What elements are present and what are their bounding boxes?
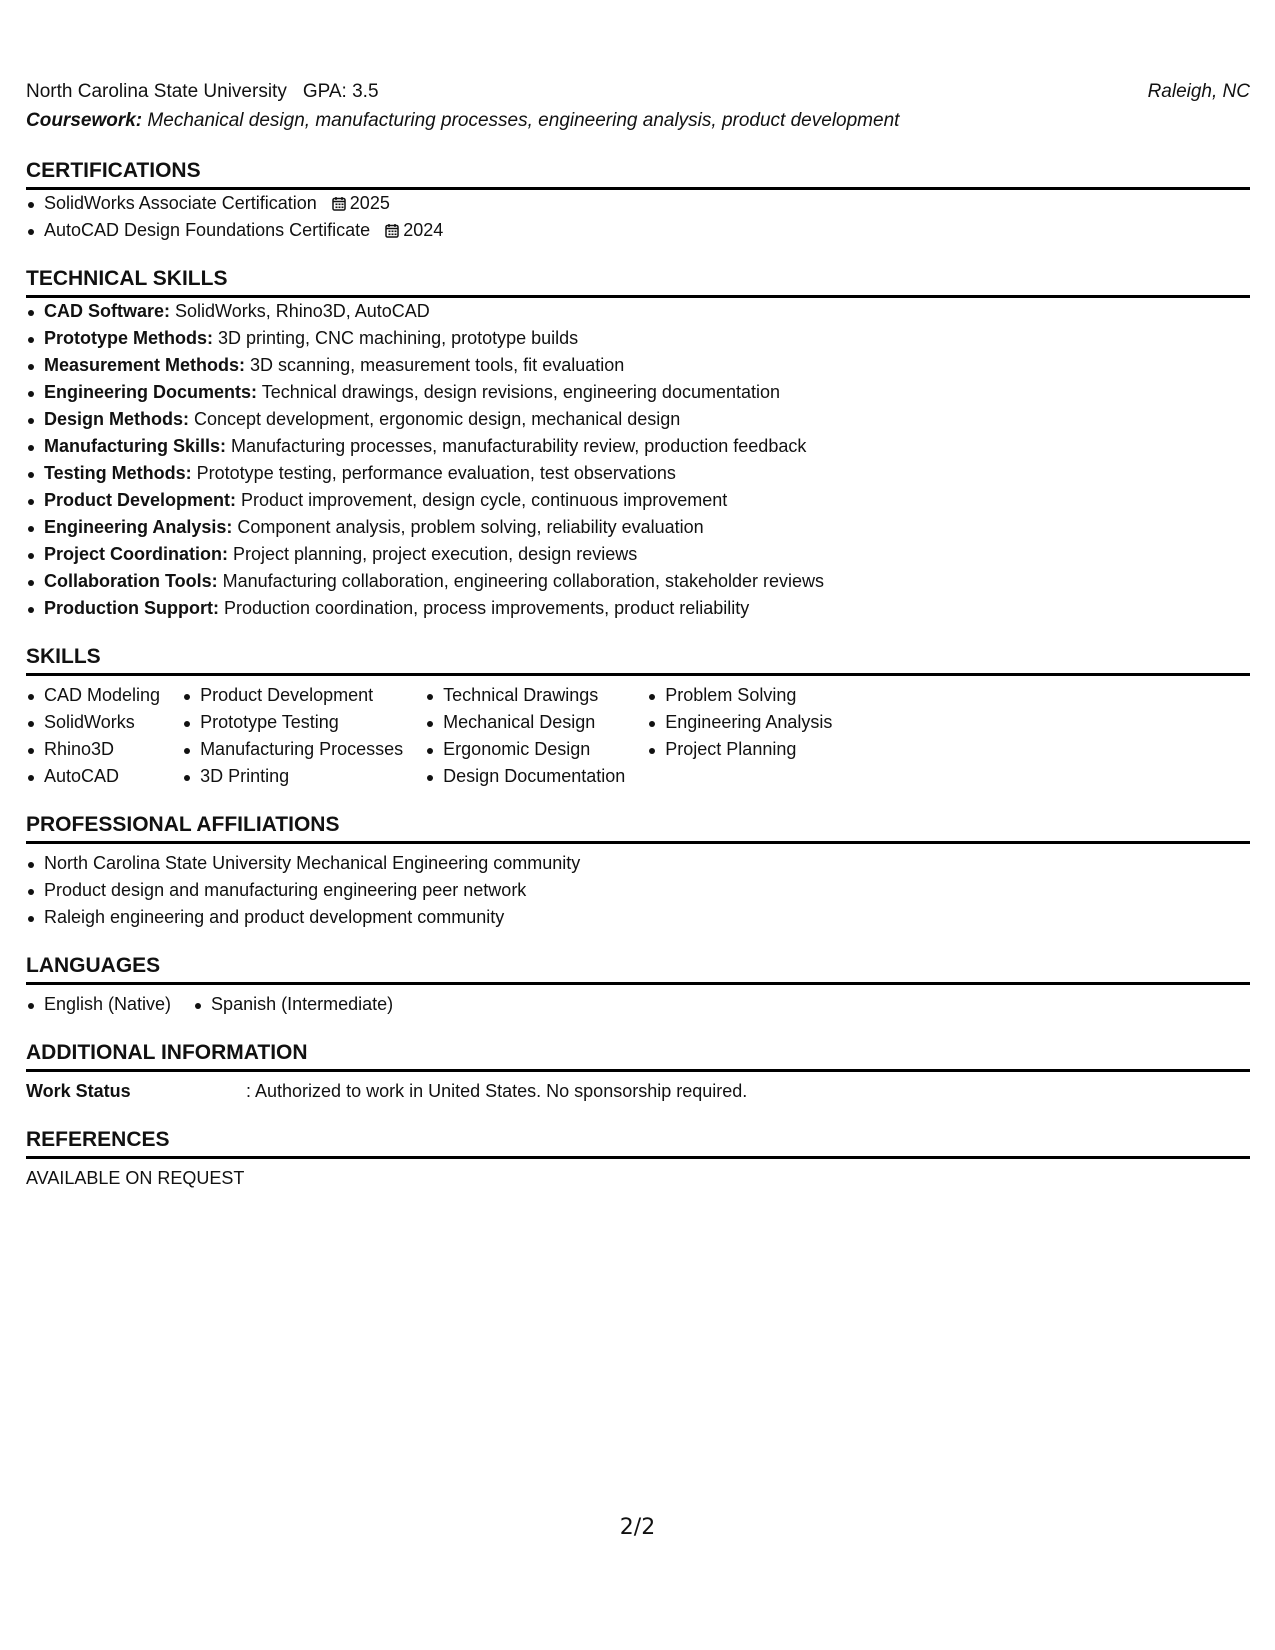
affiliations-list — [26, 850, 1250, 931]
coursework — [26, 106, 1250, 136]
skills-column — [425, 682, 625, 790]
technical-skill-label: Engineering Documents: — [44, 382, 258, 402]
certification-name: AutoCAD Design Foundations Certificate — [44, 220, 371, 240]
references-heading: REFERENCES — [26, 1127, 1250, 1159]
skill-item: 3D Printing — [182, 763, 403, 790]
technical-skill-item — [26, 352, 1250, 379]
technical-skill-value: Prototype testing, performance evaluation, test observations — [191, 463, 676, 483]
skills-column — [26, 682, 160, 790]
work-status-value: : Authorized to work in United States. No sponsorship required. — [246, 1081, 748, 1101]
skill-item: Project Planning — [647, 736, 832, 763]
skill-item: Rhino3D — [26, 736, 160, 763]
technical-skill-item — [26, 541, 1250, 568]
skill-item: Prototype Testing — [182, 709, 403, 736]
school-name: North Carolina State University — [26, 81, 287, 102]
technical-skill-label: Design Methods: — [44, 409, 190, 429]
technical-skill-value: Concept development, ergonomic design, mechanical design — [189, 409, 681, 429]
skill-item: Design Documentation — [425, 763, 625, 790]
skill-item: Mechanical Design — [425, 709, 625, 736]
technical-skill-item — [26, 433, 1250, 460]
skills-grid — [26, 682, 1250, 790]
technical-skill-value: Manufacturing processes, manufacturability review, production feedback — [226, 436, 807, 456]
coursework-text: Mechanical design, manufacturing processes, engineering analysis, product development — [142, 110, 900, 131]
certification-date — [385, 220, 443, 240]
languages-list — [26, 991, 415, 1018]
references-text: AVAILABLE ON REQUEST — [26, 1168, 245, 1188]
technical-skill-value: 3D scanning, measurement tools, fit evaluation — [245, 355, 625, 375]
gpa: GPA: 3.5 — [302, 81, 379, 102]
certification-date — [332, 193, 390, 213]
technical-skill-value: SolidWorks, Rhino3D, AutoCAD — [170, 301, 430, 321]
affiliations-heading: PROFESSIONAL AFFILIATIONS — [26, 812, 1250, 844]
certification-name: SolidWorks Associate Certification — [44, 193, 317, 213]
technical-skill-value: Technical drawings, design revisions, engineering documentation — [257, 382, 781, 402]
technical-skill-item — [26, 487, 1250, 514]
technical-skill-item — [26, 460, 1250, 487]
skills-column — [647, 682, 832, 790]
calendar-icon — [385, 223, 399, 238]
certification-year: 2025 — [349, 193, 390, 213]
technical-skill-value: Project planning, project execution, design reviews — [228, 544, 638, 564]
skill-item: Ergonomic Design — [425, 736, 625, 763]
affiliation-item: Product design and manufacturing engineering peer network — [26, 877, 1250, 904]
calendar-icon — [332, 196, 346, 211]
skills-column — [182, 682, 403, 790]
education-school-block — [26, 78, 379, 106]
language-item: English (Native) — [26, 991, 171, 1018]
technical-skill-item — [26, 379, 1250, 406]
technical-skill-value: Manufacturing collaboration, engineering collaboration, stakeholder reviews — [217, 571, 825, 591]
skill-item: SolidWorks — [26, 709, 160, 736]
technical-skill-label: Collaboration Tools: — [44, 571, 218, 591]
technical-skill-item — [26, 568, 1250, 595]
technical-skill-item — [26, 595, 1250, 622]
technical-skill-label: Testing Methods: — [44, 463, 192, 483]
affiliation-item: North Carolina State University Mechanical Engineering community — [26, 850, 1250, 877]
technical-skill-label: Project Coordination: — [44, 544, 228, 564]
work-status-row — [26, 1078, 1250, 1105]
technical-skill-label: Engineering Analysis: — [44, 517, 233, 537]
certification-year: 2024 — [403, 220, 444, 240]
skill-item: Engineering Analysis — [647, 709, 832, 736]
technical-skill-label: Production Support: — [44, 598, 219, 618]
certification-item — [26, 217, 1250, 244]
technical-skill-label: CAD Software: — [44, 301, 171, 321]
technical-skill-value: 3D printing, CNC machining, prototype builds — [213, 328, 579, 348]
technical-skill-label: Product Development: — [44, 490, 237, 510]
technical-skill-value: Product improvement, design cycle, continuous improvement — [236, 490, 728, 510]
language-item: Spanish (Intermediate) — [193, 991, 393, 1018]
technical-skill-item — [26, 406, 1250, 433]
languages-heading: LANGUAGES — [26, 953, 1250, 985]
certification-item — [26, 190, 1250, 217]
certifications-heading: CERTIFICATIONS — [26, 158, 1250, 190]
page-number: 2/2 — [619, 1515, 656, 1540]
technical-skill-label: Manufacturing Skills: — [44, 436, 227, 456]
education-location: Raleigh, NC — [1147, 81, 1250, 102]
education-row — [26, 78, 1250, 106]
technical-skill-value: Component analysis, problem solving, reliability evaluation — [232, 517, 704, 537]
technical-skills-heading: TECHNICAL SKILLS — [26, 266, 1250, 298]
technical-skill-value: Production coordination, process improvements, product reliability — [218, 598, 750, 618]
skill-item: Technical Drawings — [425, 682, 625, 709]
skill-item: Problem Solving — [647, 682, 832, 709]
technical-skill-item — [26, 325, 1250, 352]
languages-row — [26, 991, 1250, 1018]
technical-skill-label: Measurement Methods: — [44, 355, 246, 375]
work-status-label: Work Status — [26, 1081, 131, 1101]
technical-skill-label: Prototype Methods: — [44, 328, 213, 348]
skill-item: AutoCAD — [26, 763, 160, 790]
skills-heading: SKILLS — [26, 644, 1250, 676]
technical-skills-list — [26, 298, 1250, 622]
additional-info-heading: ADDITIONAL INFORMATION — [26, 1040, 1250, 1072]
affiliation-item: Raleigh engineering and product development community — [26, 904, 1250, 931]
resume-page — [26, 78, 1250, 1192]
technical-skill-item — [26, 514, 1250, 541]
skill-item: Manufacturing Processes — [182, 736, 403, 763]
skill-item: CAD Modeling — [26, 682, 160, 709]
coursework-label: Coursework: — [26, 110, 143, 131]
technical-skill-item — [26, 298, 1250, 325]
skill-item: Product Development — [182, 682, 403, 709]
certifications-list — [26, 190, 1250, 244]
